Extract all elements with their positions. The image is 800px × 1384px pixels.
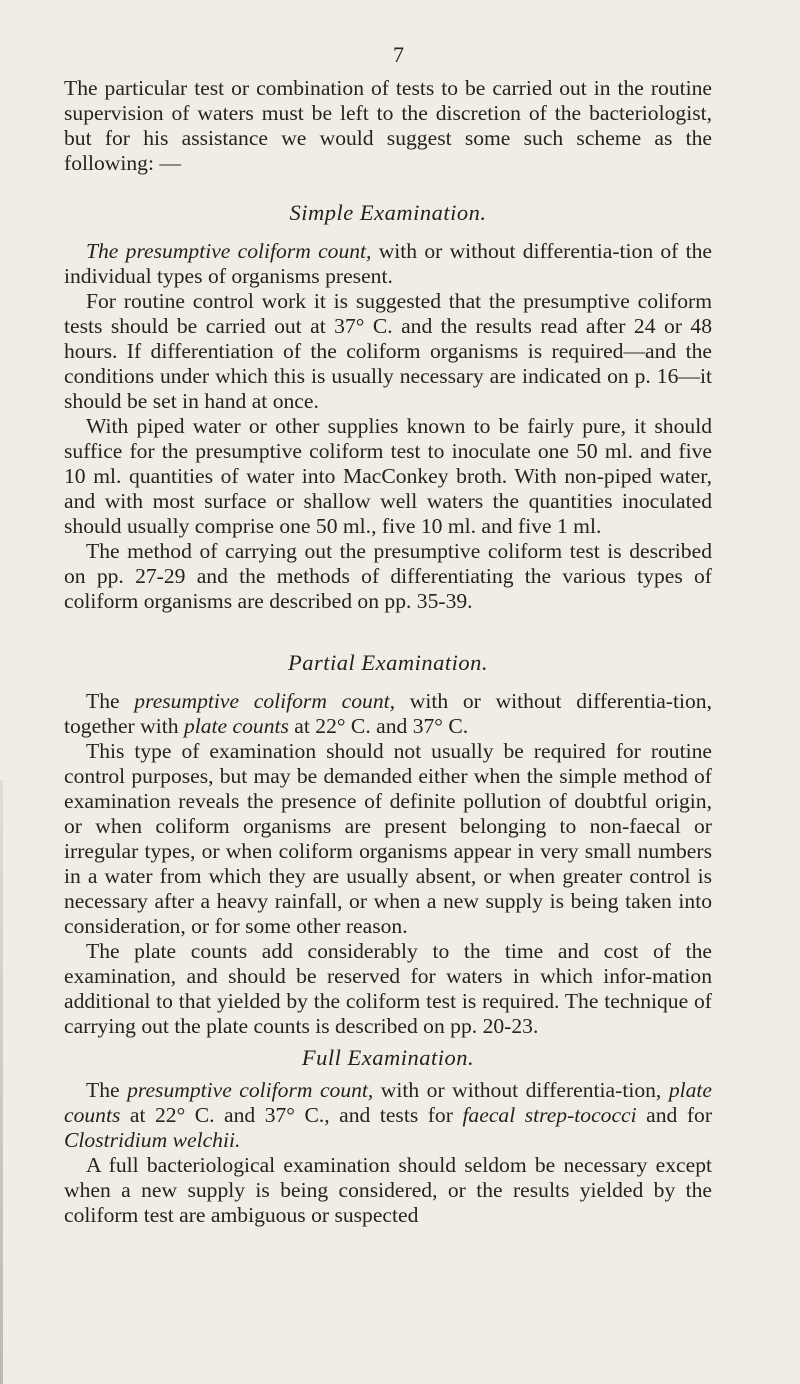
term-plate-counts: plate counts	[183, 714, 289, 738]
term-presumptive-coliform-count: The presumptive coliform count,	[86, 239, 372, 263]
simple-paragraph-4: The method of carrying out the presumptive coliform test is described on pp. 27-29 and the methods of differentiating the various types of coliform organisms are described on pp. 35-39.	[64, 539, 712, 613]
partial-paragraph-1: The presumptive coliform count, with or without differentia-tion, together with plate counts at 22° C. and 37° C.	[64, 689, 712, 738]
simple-paragraph-3: With piped water or other supplies known to be fairly pure, it should suffice for the presumptive coliform test to inoculate one 50 ml. and five 10 ml. quantities of water into MacConkey broth. With non-piped water, and with most surface or shallow well waters the quantities inoculated should usually comprise one 50 ml., five 10 ml. and five 1 ml.	[64, 414, 712, 538]
partial-paragraph-2: This type of examination should not usually be required for routine control purposes, but may be demanded either when the simple method of examination reveals the presence of definite pollution of doubtful origin, or when coliform organisms are present belonging to non-faecal or irregular types, or when coliform organisms appear in very small numbers in a water from which they are usually absent, or when greater control is necessary after a heavy rainfall, or when a new supply is being taken into consideration, or for some other reason.	[64, 739, 712, 938]
heading-simple-examination: Simple Examination.	[289, 200, 487, 225]
heading-partial-examination: Partial Examination.	[288, 650, 488, 675]
full-paragraph-1: The presumptive coliform count, with or without differentia-tion, plate counts at 22° C. and 37° C., and tests for faecal strep-tococci and for Clostridium welchii.	[64, 1078, 713, 1152]
simple-paragraph-1: The presumptive coliform count, with or without differentia-tion of the individual types of organisms present.	[64, 239, 712, 288]
heading-full-examination: Full Examination.	[301, 1045, 475, 1070]
simple-paragraph-2: For routine control work it is suggested that the presumptive coliform tests should be carried out at 37° C. and the results read after 24 or 48 hours. If differentiation of the coliform organisms is required—and the conditions under which this is usually necessary are indicated on p. 16—it should be set in hand at once.	[64, 289, 712, 413]
term-clostridium-welchii: Clostridium welchii.	[64, 1128, 241, 1152]
page-edge-shadow	[0, 780, 3, 1384]
term-plate-counts: plate counts	[64, 1078, 712, 1127]
term-faecal-streptococci: faecal strep-tococci	[462, 1103, 637, 1127]
full-paragraph-2: A full bacteriological examination should seldom be necessary except when a new supply is being considered, or the results yielded by the coliform test are ambiguous or suspected	[64, 1153, 712, 1227]
page-number: 7	[393, 42, 404, 67]
term-presumptive-coliform-count: presumptive coliform count,	[134, 689, 396, 713]
body-text	[64, 76, 712, 1228]
term-presumptive-coliform-count: presumptive coliform count,	[127, 1078, 374, 1102]
partial-paragraph-3: The plate counts add considerably to the time and cost of the examination, and should be reserved for waters in which infor-mation additional to that yielded by the coliform test is required. The technique of carrying out the plate counts is described on pp. 20-23.	[64, 939, 712, 1038]
intro-paragraph: The particular test or combination of tests to be carried out in the routine supervision of waters must be left to the discretion of the bacteriologist, but for his assistance we would suggest some such scheme as the following: —	[64, 76, 712, 175]
